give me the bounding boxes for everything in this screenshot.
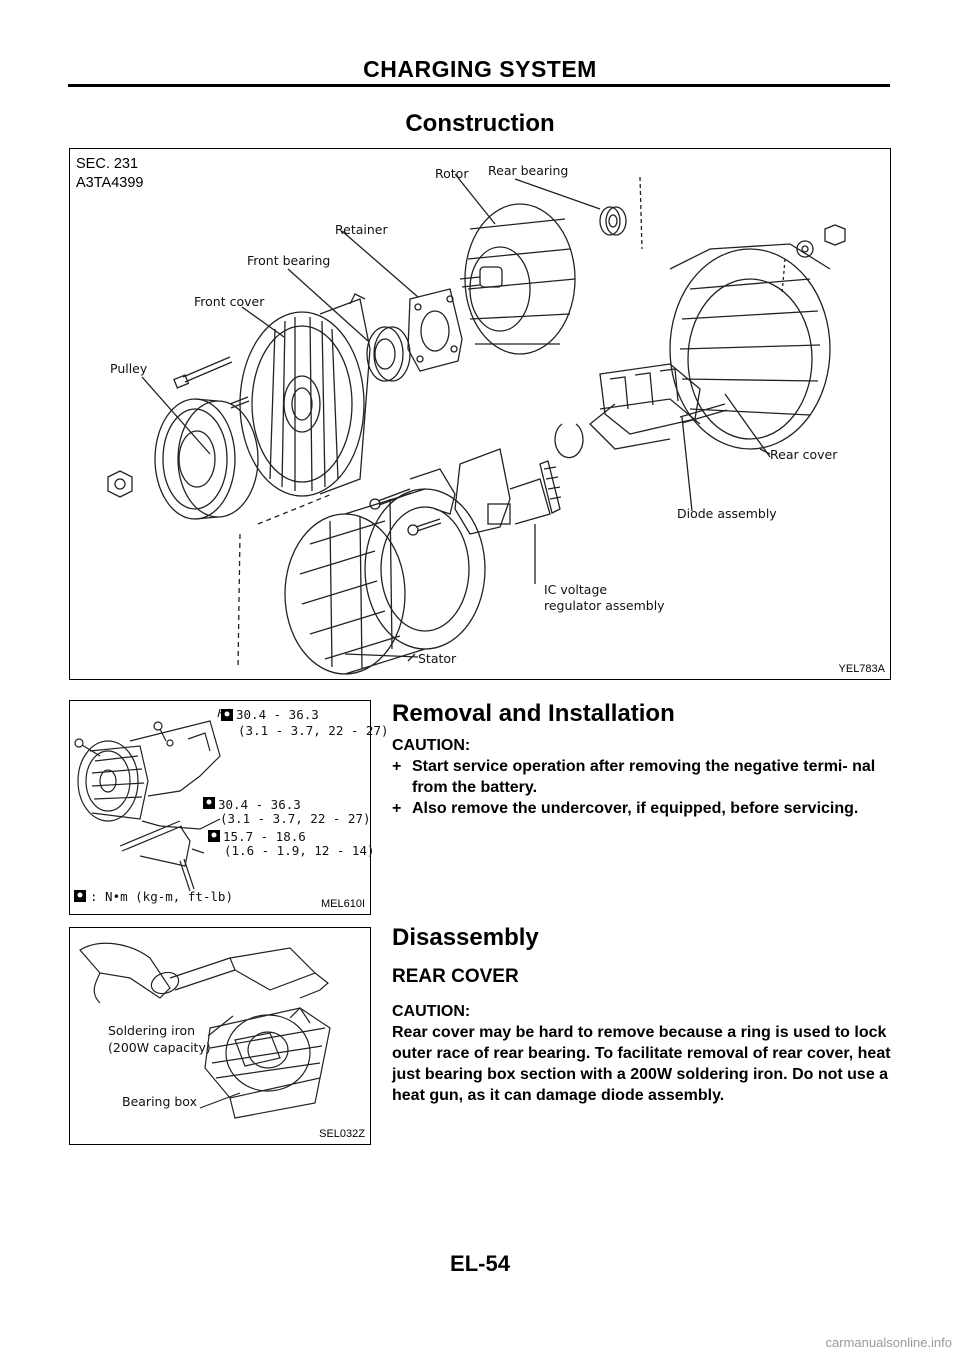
figure-code-sel032z: SEL032Z <box>319 1128 365 1140</box>
nut-upper-2 <box>825 225 845 245</box>
torque-value-1-nm: 30.4 - 36.3 <box>236 707 319 722</box>
removal-bullet-2-text: Also remove the undercover, if equipped, before servicing. <box>412 800 859 817</box>
header-divider <box>68 84 890 87</box>
snap-ring-drawing <box>555 424 583 458</box>
nut-drawing <box>108 471 132 497</box>
torque-value-3-alt: (1.6 - 1.9, 12 - 14) <box>224 843 375 858</box>
label-soldering-iron: Soldering iron <box>108 1023 196 1038</box>
subsection-title-rear-cover: REAR COVER <box>392 966 519 987</box>
retainer-drawing <box>408 289 462 371</box>
torque-wrench-icon-1 <box>221 709 233 721</box>
pulley-drawing <box>155 399 258 519</box>
figure-removal-torque <box>69 700 389 915</box>
torque-wrench-icon-2 <box>203 797 215 809</box>
stator-drawing <box>285 489 485 674</box>
watermark: carmanualsonline.info <box>825 1335 952 1350</box>
torque-value-2-alt: (3.1 - 3.7, 22 - 27) <box>220 811 371 826</box>
section-title-disassembly: Disassembly <box>392 924 539 951</box>
label-pulley: Pulley <box>110 361 148 376</box>
sec-number: SEC. 231 <box>76 156 139 172</box>
torque-value-3-nm: 15.7 - 18.6 <box>223 829 306 844</box>
figure-code-yel783a: YEL783A <box>838 663 885 675</box>
front-bearing-drawing <box>367 327 410 381</box>
label-rotor: Rotor <box>435 166 469 181</box>
alternator-rear <box>205 1008 330 1098</box>
label-retainer: Retainer <box>335 222 388 237</box>
figure-code-mel610i: MEL610I <box>320 898 365 910</box>
figure-alternator-construction <box>69 148 891 680</box>
alternator-exploded-diagram <box>70 149 890 679</box>
iron-body <box>230 948 315 990</box>
label-front-cover: Front cover <box>194 294 265 309</box>
hand-drawing <box>80 943 170 998</box>
torque-value-2-nm: 30.4 - 36.3 <box>218 797 301 812</box>
label-soldering-iron-capacity: (200W capacity) <box>108 1040 211 1055</box>
figure-section-code <box>76 155 143 193</box>
label-rear-bearing: Rear bearing <box>488 163 569 178</box>
label-diode-assembly: Diode assembly <box>677 506 777 521</box>
section-title-construction: Construction <box>405 110 555 137</box>
label-stator: Stator <box>418 651 457 666</box>
section-title-removal: Removal and Installation <box>392 700 675 727</box>
removal-bullet-1-text: Start service operation after removing the negative termi- nal from the battery. <box>412 758 876 796</box>
torque-value-1-alt: (3.1 - 3.7, 22 - 27) <box>238 723 389 738</box>
disassembly-caution-label: CAUTION: <box>392 1003 471 1020</box>
torque-units-legend: : N•m (kg-m, ft-lb) <box>90 889 233 904</box>
torque-wrench-icon-legend <box>74 890 86 902</box>
label-front-bearing: Front bearing <box>247 253 331 268</box>
label-ic-voltage-line2: regulator assembly <box>544 598 665 613</box>
page-header-title: CHARGING SYSTEM <box>363 56 597 82</box>
rear-bearing-drawing <box>600 207 626 235</box>
rotor-drawing <box>460 204 575 354</box>
torque-wrench-icon-3 <box>208 830 220 842</box>
bullet-mark: + <box>392 758 402 775</box>
nut-upper-1 <box>797 241 813 257</box>
bullet-mark: + <box>392 800 402 817</box>
front-cover-drawing <box>240 294 370 496</box>
long-bolt <box>183 357 232 382</box>
page-number: EL-54 <box>450 1251 510 1276</box>
disassembly-caution-text: Rear cover may be hard to remove because a ring is used to lock outer race of rear bearing. To facilitate removal of rear cover, heat just bearing box section with a 200W soldering iron. Do not use a heat gun, as it can damage diode assembly. <box>392 1024 891 1104</box>
figure-soldering-iron <box>69 927 371 1145</box>
iron-handle <box>170 958 235 990</box>
ic-regulator-drawing <box>455 449 561 534</box>
label-rear-cover: Rear cover <box>770 447 838 462</box>
label-ic-voltage-line1: IC voltage <box>544 582 608 597</box>
part-number: A3TA4399 <box>76 175 144 191</box>
label-bearing-box: Bearing box <box>122 1094 197 1109</box>
diode-assembly-drawing <box>590 364 727 449</box>
removal-caution-label: CAUTION: <box>392 737 471 754</box>
